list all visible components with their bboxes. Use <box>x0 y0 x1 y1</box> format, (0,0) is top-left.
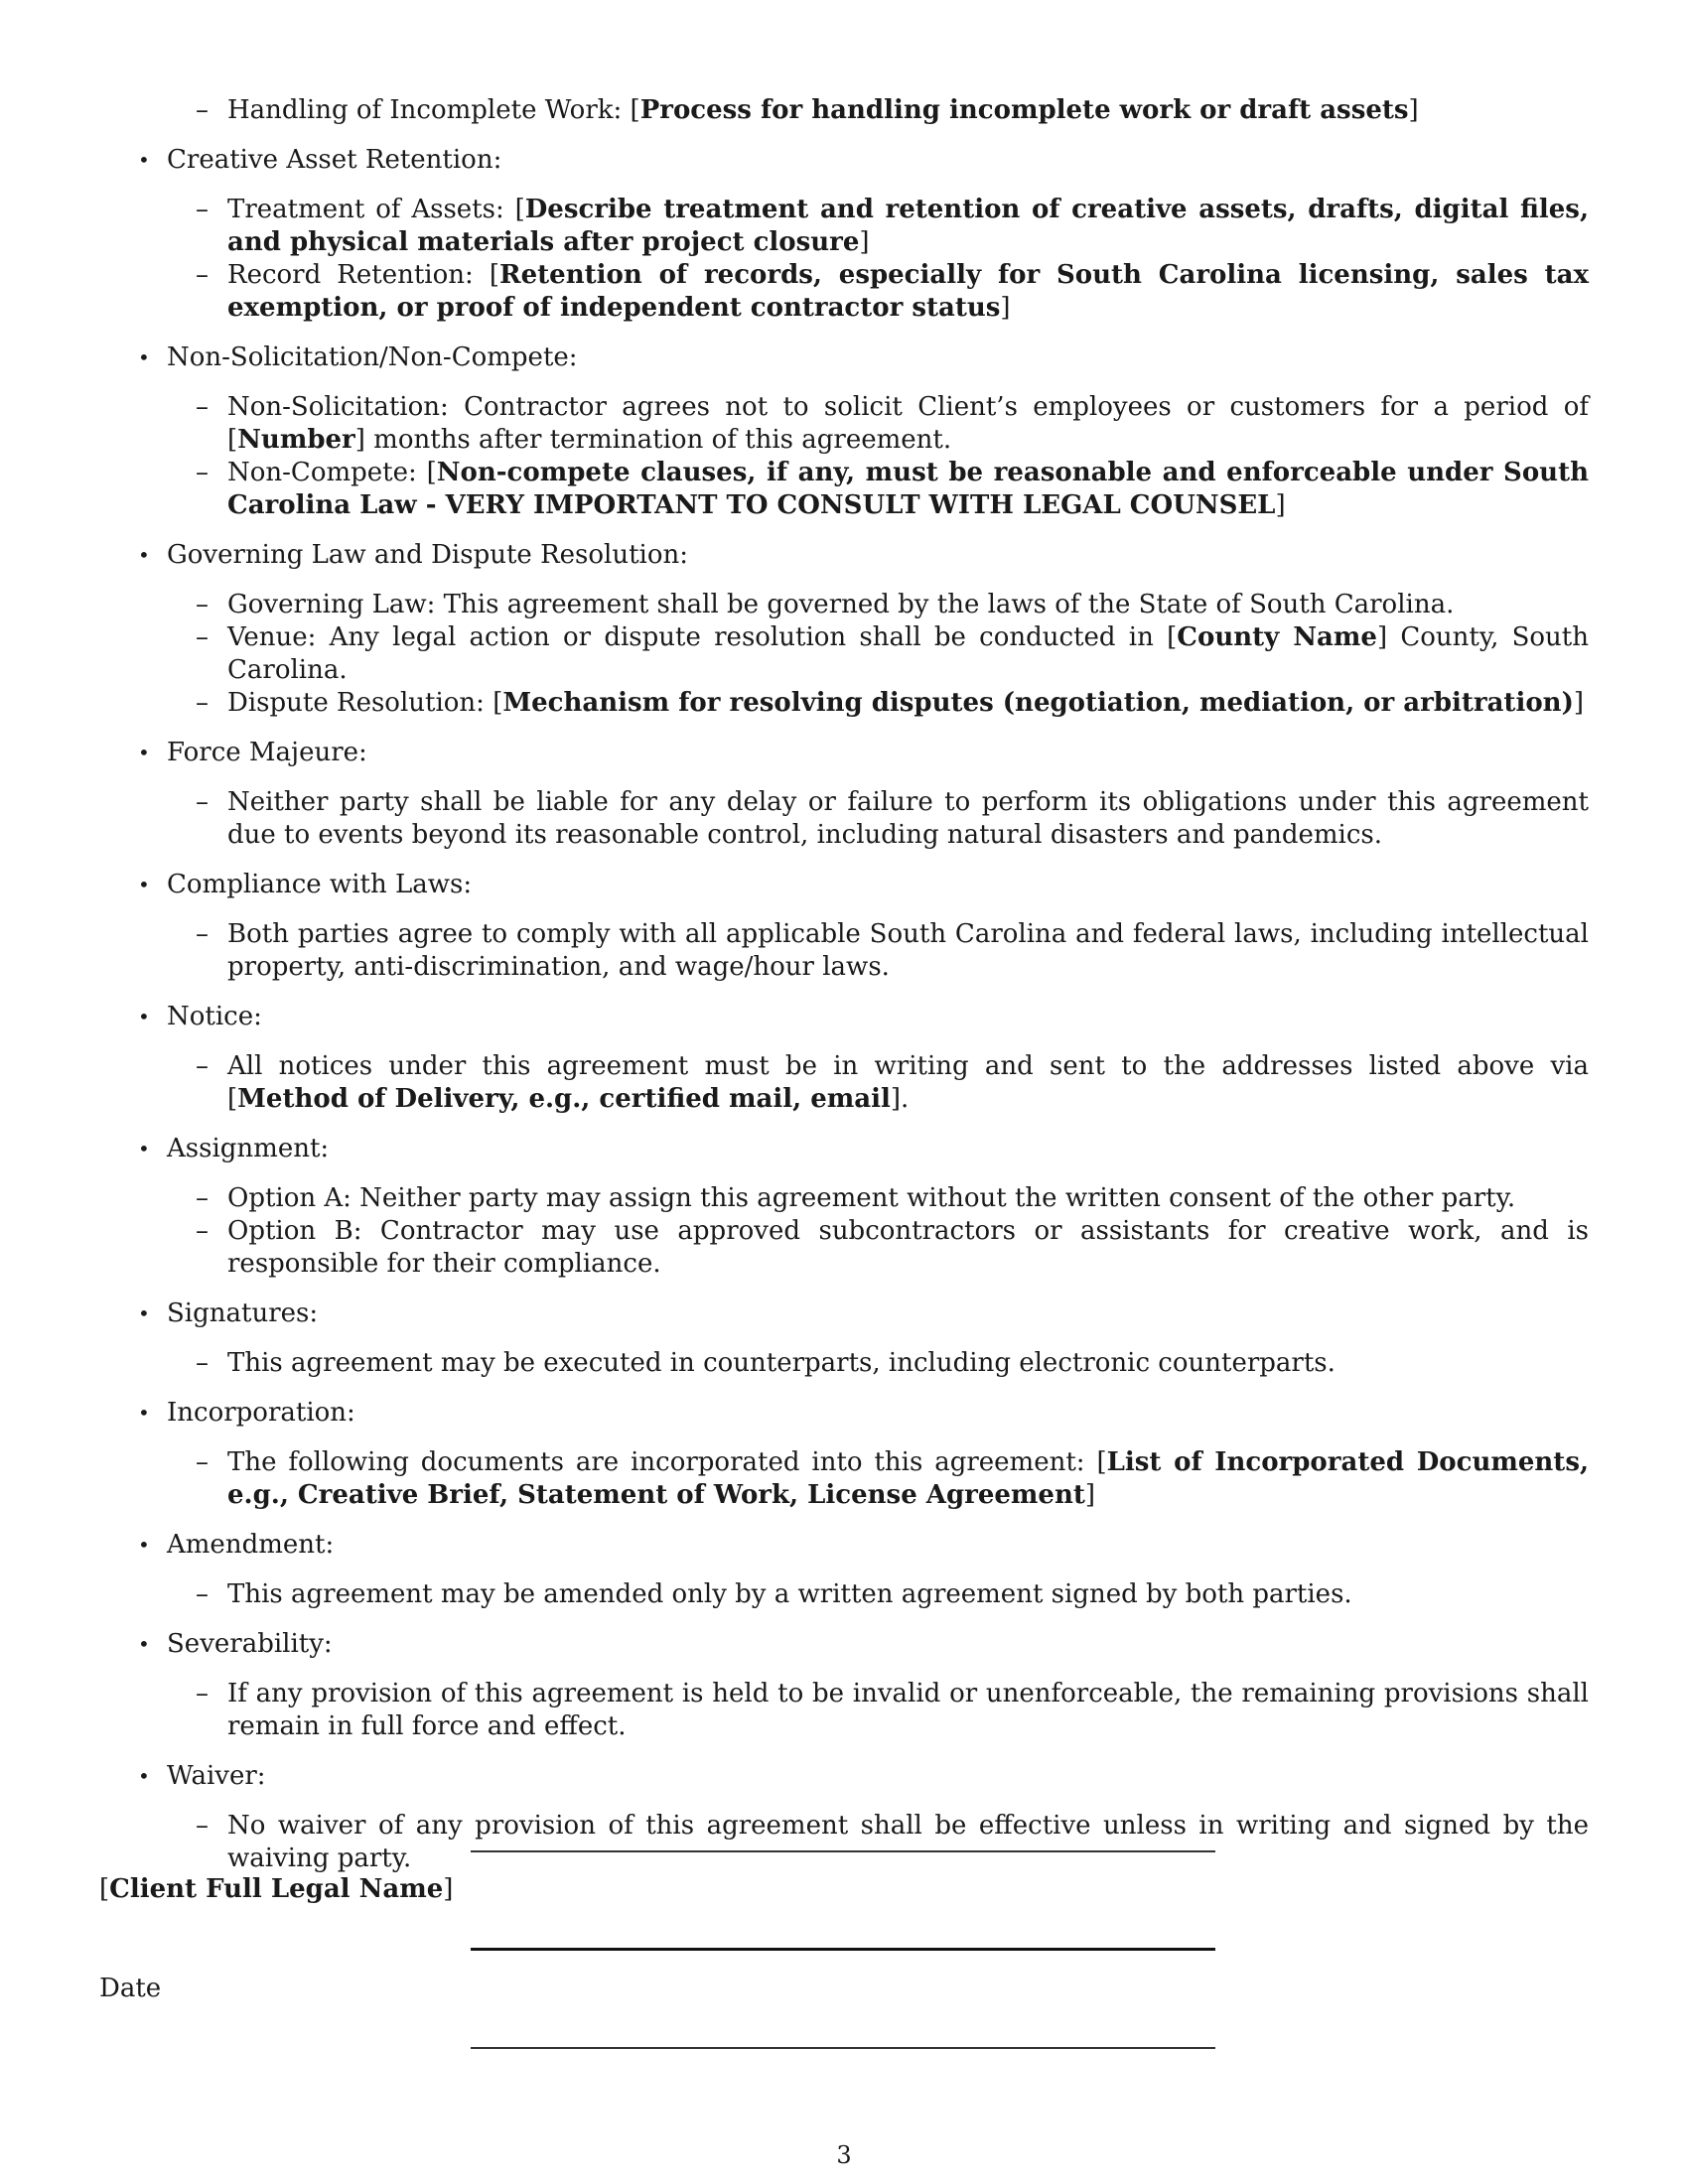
section-non-solicitation: • Non-Solicitation/Non-Compete: – Non-Solicitation: Contractor agrees not to solicit Client’s employees or customers for a period of [Number] months after termination of this agreement. – Non-Compete: [Non-compete clauses, if any, must be reasonable and enforceable under South Carolina Law - VERY IMPORTANT TO CONSULT WITH LEGAL COUNSEL] <box>138 342 1589 520</box>
clause-force-majeure: – Neither party shall be liable for any delay or failure to perform its obligations under this agreement due to events beyond its reasonable control, including natural disasters and pandemics. <box>196 787 1589 850</box>
placeholder-delivery-method: Method of Delivery, e.g., certified mail, email <box>237 1084 891 1114</box>
section-waiver: • Waiver: – No waiver of any provision of this agreement shall be effective unless in writing and signed by the waiving party. <box>138 1761 1589 1873</box>
placeholder-non-compete: Non-compete clauses, if any, must be reasonable and enforceable under South Carolina Law - VERY IMPORTANT TO CONSULT WITH LEGAL COUNSEL <box>227 458 1589 520</box>
section-title: Notice: <box>167 1002 262 1031</box>
section-creative-asset-retention: • Creative Asset Retention: – Treatment of Assets: [Describe treatment and retention of creative assets, drafts, digital files, and physical materials after project closure] – Record Retention: [Retention of records, especially for South Carolina licensing, sales tax exemption, or proof of independent contractor status] <box>138 145 1589 323</box>
clause-assignment-option-a: – Option A: Neither party may assign this agreement without the written consent of the other party. <box>196 1183 1516 1213</box>
placeholder-asset-treatment: Describe treatment and retention of creative assets, drafts, digital files, and physical materials after project closure <box>227 195 1589 257</box>
clause-incorporation: – The following documents are incorporated into this agreement: [List of Incorporated Documents, e.g., Creative Brief, Statement of Work, License Agreement] <box>196 1447 1590 1510</box>
clause-amendment: – This agreement may be amended only by a written agreement signed by both parties. <box>196 1579 1352 1609</box>
signature-line-top <box>471 1850 1215 1852</box>
placeholder-county-name: County Name <box>1177 622 1377 652</box>
clause-notice: – All notices under this agreement must be in writing and sent to the addresses listed above via [Method of Delivery, e.g., certified mail, email]. <box>196 1051 1589 1114</box>
section-title: Assignment: <box>167 1134 330 1163</box>
clause-treatment-of-assets: – Treatment of Assets: [Describe treatment and retention of creative assets, drafts, digital files, and physical materials after project closure] <box>196 195 1589 257</box>
clause-assignment-option-b: – Option B: Contractor may use approved subcontractors or assistants for creative work, and is responsible for their compliance. <box>196 1216 1589 1279</box>
placeholder-record-retention: Retention of records, especially for South Carolina licensing, sales tax exemption, or proof of independent contractor status <box>227 260 1589 323</box>
clause-record-retention: – Record Retention: [Retention of records, especially for South Carolina licensing, sales tax exemption, or proof of independent contractor status] <box>196 260 1589 323</box>
section-incorporation: • Incorporation: – The following documents are incorporated into this agreement: [List of Incorporated Documents, e.g., Creative Brief, Statement of Work, License Agreement] <box>138 1398 1590 1510</box>
clause-compliance: – Both parties agree to comply with all applicable South Carolina and federal laws, including intellectual property, anti-discrimination, and wage/hour laws. <box>196 919 1589 982</box>
section-title: Non-Solicitation/Non-Compete: <box>167 342 578 372</box>
placeholder-incorporated-documents: List of Incorporated Documents, e.g., Creative Brief, Statement of Work, License Agreement <box>227 1447 1590 1510</box>
section-signatures: • Signatures: – This agreement may be executed in counterparts, including electronic counterparts. <box>167 1297 1589 1380</box>
client-name-label: [Client Full Legal Name] <box>99 1874 454 1904</box>
placeholder-number: Number <box>237 425 355 455</box>
date-label: Date <box>99 1974 162 2003</box>
section-severability: • Severability: – If any provision of this agreement is held to be invalid or unenforceable, the remaining provisions shall remain in full force and effect. <box>138 1629 1589 1741</box>
section-notice: • Notice: – All notices under this agreement must be in writing and sent to the addresses listed above via [Method of Delivery, e.g., certified mail, email]. <box>138 1002 1589 1114</box>
page-number: 3 <box>836 2141 852 2169</box>
section-compliance-with-laws: • Compliance with Laws: – Both parties agree to comply with all applicable South Carolina and federal laws, including intellectual property, anti-discrimination, and wage/hour laws. <box>138 870 1589 982</box>
section-force-majeure: • Force Majeure: – Neither party shall be liable for any delay or failure to perform its obligations under this agreement due to events beyond its reasonable control, including natural disasters and pandemics. <box>138 738 1589 850</box>
section-title: Creative Asset Retention: <box>167 145 502 175</box>
placeholder-incomplete-work: Process for handling incomplete work or draft assets <box>639 95 1409 125</box>
section-title: Waiver: <box>167 1761 266 1791</box>
section-title: Force Majeure: <box>167 738 367 767</box>
clause-non-solicitation: – Non-Solicitation: Contractor agrees not to solicit Client’s employees or customers for a period of [Number] months after termination of this agreement. <box>196 392 1589 455</box>
section-title: Amendment: <box>167 1530 335 1560</box>
section-title: Incorporation: <box>167 1398 355 1428</box>
placeholder-dispute-mechanism: Mechanism for resolving disputes (negotiation, mediation, or arbitration) <box>502 688 1574 718</box>
clause-governing-law: – Governing Law: This agreement shall be governed by the laws of the State of South Carolina. <box>196 590 1455 619</box>
signature-line-client[interactable] <box>471 1948 1215 1951</box>
clause-severability: – If any provision of this agreement is held to be invalid or unenforceable, the remaining provisions shall remain in full force and effect. <box>196 1679 1589 1741</box>
clause-dispute-resolution: – Dispute Resolution: [Mechanism for resolving disputes (negotiation, mediation, or arbitration)] <box>196 688 1585 718</box>
clause-non-compete: – Non-Compete: [Non-compete clauses, if any, must be reasonable and enforceable under South Carolina Law - VERY IMPORTANT TO CONSULT WITH LEGAL COUNSEL] <box>196 458 1589 520</box>
signature-line-date[interactable] <box>471 2047 1215 2049</box>
clause-counterparts: – This agreement may be executed in counterparts, including electronic counterparts. <box>196 1348 1336 1378</box>
clause-venue: – Venue: Any legal action or dispute resolution shall be conducted in [County Name] County, South Carolina. <box>196 622 1590 685</box>
section-title: Governing Law and Dispute Resolution: <box>167 540 689 570</box>
section-list <box>138 144 1590 1875</box>
carryover-subitems <box>167 94 1589 127</box>
section-title: Severability: <box>167 1629 333 1659</box>
section-amendment: • Amendment: – This agreement may be amended only by a written agreement signed by both parties. <box>167 1529 1589 1611</box>
section-assignment: • Assignment: – Option A: Neither party may assign this agreement without the written consent of the other party. – Option B: Contractor may use approved subcontractors or assistants for creative work, and is responsible for their compliance. <box>138 1134 1589 1279</box>
section-title: Signatures: <box>167 1298 319 1328</box>
section-governing-law: • Governing Law and Dispute Resolution: – Governing Law: This agreement shall be governed by the laws of the State of South Carolina. – Venue: Any legal action or dispute resolution shall be conducted in [County Name] County, South Carolina. – Dispute Resolution: [Mechanism for resolving disputes (negotiation, mediation, or arbitration)] <box>138 540 1590 718</box>
clause-waiver: – No waiver of any provision of this agreement shall be effective unless in writing and signed by the waiving party. <box>196 1811 1589 1873</box>
clause-handling-incomplete-work: – Handling of Incomplete Work: [Process for handling incomplete work or draft assets] <box>196 95 1419 125</box>
section-title: Compliance with Laws: <box>167 870 473 899</box>
